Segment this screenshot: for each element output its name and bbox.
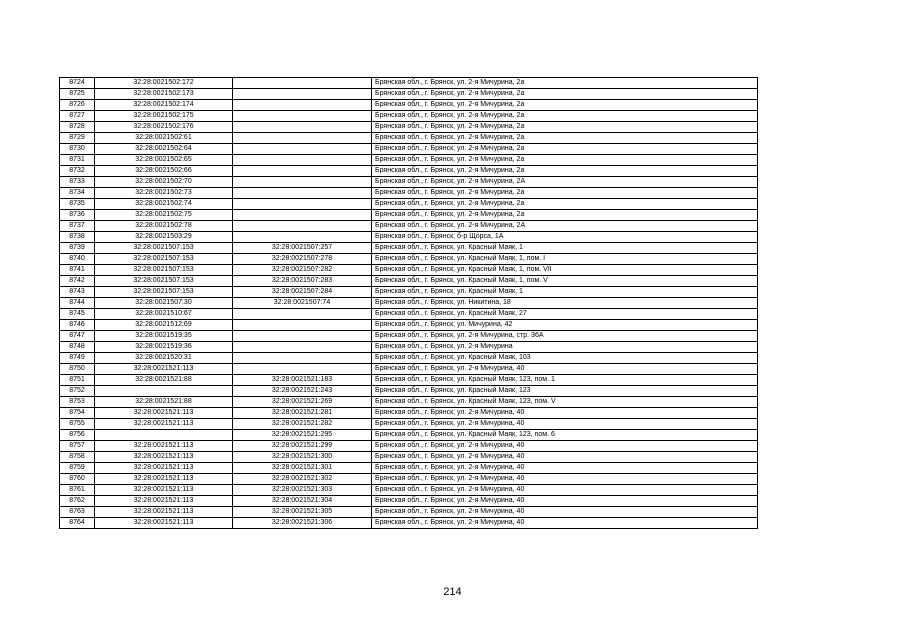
row-number-cell: 8724 — [60, 78, 95, 89]
cadastral-number-cell: 32:28:0021502:173 — [95, 89, 233, 100]
address-cell: Брянская обл., г. Брянск, ул. Никитина, 18 — [372, 298, 758, 309]
sub-cadastral-number-cell: 32:28:0021507:284 — [233, 287, 372, 298]
table-row — [60, 265, 758, 276]
cadastral-number-cell: 32:28:0021521:113 — [95, 474, 233, 485]
address-cell: Брянская обл., г. Брянск, ул. Красный Маяк, 27 — [372, 309, 758, 320]
sub-cadastral-number-cell: 32:28:0021521:243 — [233, 386, 372, 397]
table-row — [60, 331, 758, 342]
cadastral-number-cell — [95, 386, 233, 397]
row-number-cell: 8729 — [60, 133, 95, 144]
row-number-cell: 8751 — [60, 375, 95, 386]
table-row — [60, 298, 758, 309]
row-number-cell: 8749 — [60, 353, 95, 364]
sub-cadastral-number-cell — [233, 353, 372, 364]
address-cell: Брянская обл., г. Брянск, ул. 2-я Мичурина, 40 — [372, 364, 758, 375]
table-row — [60, 441, 758, 452]
table-row — [60, 276, 758, 287]
table-row — [60, 243, 758, 254]
address-cell: Брянская обл., г. Брянск, ул. 2-я Мичурина, 2а — [372, 166, 758, 177]
address-cell: Брянская обл., г. Брянск, ул. 2-я Мичурина, 40 — [372, 419, 758, 430]
cadastral-number-cell: 32:28:0021502:75 — [95, 210, 233, 221]
row-number-cell: 8734 — [60, 188, 95, 199]
table-row — [60, 408, 758, 419]
row-number-cell: 8754 — [60, 408, 95, 419]
cadastral-number-cell — [95, 430, 233, 441]
cadastral-number-cell: 32:28:0021519:35 — [95, 331, 233, 342]
cadastral-number-cell: 32:28:0021521:88 — [95, 397, 233, 408]
address-cell: Брянская обл., г. Брянск, ул. 2-я Мичурина, 40 — [372, 474, 758, 485]
cadastral-number-cell: 32:28:0021502:64 — [95, 144, 233, 155]
row-number-cell: 8761 — [60, 485, 95, 496]
cadastral-number-cell: 32:28:0021521:113 — [95, 518, 233, 529]
cadastral-number-cell: 32:28:0021502:174 — [95, 100, 233, 111]
table-row — [60, 100, 758, 111]
address-cell: Брянская обл., г. Брянск, ул. Красный Маяк, 1, пом. I — [372, 254, 758, 265]
row-number-cell: 8733 — [60, 177, 95, 188]
row-number-cell: 8752 — [60, 386, 95, 397]
cadastral-number-cell: 32:28:0021502:61 — [95, 133, 233, 144]
table-row — [60, 507, 758, 518]
row-number-cell: 8735 — [60, 199, 95, 210]
row-number-cell: 8726 — [60, 100, 95, 111]
sub-cadastral-number-cell: 32:28:0021521:305 — [233, 507, 372, 518]
table-row — [60, 287, 758, 298]
address-cell: Брянская обл., г. Брянск, ул. 2-я Мичурина, 40 — [372, 441, 758, 452]
table-row — [60, 320, 758, 331]
sub-cadastral-number-cell: 32:28:0021507:74 — [233, 298, 372, 309]
table-row — [60, 122, 758, 133]
address-cell: Брянская обл., г. Брянск, ул. Красный Маяк, 103 — [372, 353, 758, 364]
cadastral-number-cell: 32:28:0021521:113 — [95, 364, 233, 375]
cadastral-number-cell: 32:28:0021502:78 — [95, 221, 233, 232]
cadastral-number-cell: 32:28:0021521:113 — [95, 507, 233, 518]
address-cell: Брянская обл., г. Брянск, ул. Красный Маяк, 123, пом. 6 — [372, 430, 758, 441]
sub-cadastral-number-cell — [233, 199, 372, 210]
table-row — [60, 89, 758, 100]
address-cell: Брянская обл., г. Брянск, ул. Красный Маяк, 123, пом. 1 — [372, 375, 758, 386]
row-number-cell: 8743 — [60, 287, 95, 298]
address-cell: Брянская обл., г. Брянск, ул. Красный Маяк, 1 — [372, 287, 758, 298]
cadastral-number-cell: 32:28:0021521:113 — [95, 441, 233, 452]
sub-cadastral-number-cell: 32:28:0021521:306 — [233, 518, 372, 529]
registry-table-body — [60, 78, 758, 529]
sub-cadastral-number-cell — [233, 111, 372, 122]
table-row — [60, 496, 758, 507]
cadastral-number-cell: 32:28:0021507:153 — [95, 265, 233, 276]
row-number-cell: 8748 — [60, 342, 95, 353]
sub-cadastral-number-cell: 32:28:0021507:283 — [233, 276, 372, 287]
address-cell: Брянская обл., г. Брянск, ул. 2-я Мичурина, стр. 36А — [372, 331, 758, 342]
row-number-cell: 8756 — [60, 430, 95, 441]
table-row — [60, 144, 758, 155]
row-number-cell: 8755 — [60, 419, 95, 430]
sub-cadastral-number-cell — [233, 177, 372, 188]
sub-cadastral-number-cell — [233, 232, 372, 243]
cadastral-number-cell: 32:28:0021507:153 — [95, 254, 233, 265]
sub-cadastral-number-cell — [233, 166, 372, 177]
row-number-cell: 8730 — [60, 144, 95, 155]
row-number-cell: 8739 — [60, 243, 95, 254]
row-number-cell: 8727 — [60, 111, 95, 122]
cadastral-number-cell: 32:28:0021507:30 — [95, 298, 233, 309]
sub-cadastral-number-cell: 32:28:0021507:282 — [233, 265, 372, 276]
row-number-cell: 8736 — [60, 210, 95, 221]
row-number-cell: 8764 — [60, 518, 95, 529]
row-number-cell: 8741 — [60, 265, 95, 276]
table-row — [60, 254, 758, 265]
cadastral-number-cell: 32:28:0021521:88 — [95, 375, 233, 386]
cadastral-number-cell: 32:28:0021502:73 — [95, 188, 233, 199]
sub-cadastral-number-cell — [233, 133, 372, 144]
sub-cadastral-number-cell — [233, 309, 372, 320]
address-cell: Брянская обл., г. Брянск, ул. Красный Маяк, 1, пом. V — [372, 276, 758, 287]
address-cell: Брянская обл., г. Брянск, ул. 2-я Мичурина, 40 — [372, 463, 758, 474]
sub-cadastral-number-cell: 32:28:0021521:303 — [233, 485, 372, 496]
row-number-cell: 8753 — [60, 397, 95, 408]
table-row — [60, 78, 758, 89]
sub-cadastral-number-cell — [233, 364, 372, 375]
address-cell: Брянская обл., г. Брянск, ул. 2-я Мичурина, 2а — [372, 144, 758, 155]
cadastral-number-cell: 32:28:0021502:74 — [95, 199, 233, 210]
table-row — [60, 133, 758, 144]
sub-cadastral-number-cell — [233, 342, 372, 353]
cadastral-number-cell: 32:28:0021521:113 — [95, 496, 233, 507]
sub-cadastral-number-cell: 32:28:0021521:301 — [233, 463, 372, 474]
sub-cadastral-number-cell — [233, 155, 372, 166]
cadastral-number-cell: 32:28:0021520:31 — [95, 353, 233, 364]
row-number-cell: 8758 — [60, 452, 95, 463]
cadastral-number-cell: 32:28:0021507:153 — [95, 287, 233, 298]
sub-cadastral-number-cell: 32:28:0021507:257 — [233, 243, 372, 254]
row-number-cell: 8757 — [60, 441, 95, 452]
sub-cadastral-number-cell: 32:28:0021521:295 — [233, 430, 372, 441]
row-number-cell: 8742 — [60, 276, 95, 287]
sub-cadastral-number-cell: 32:28:0021521:304 — [233, 496, 372, 507]
cadastral-number-cell: 32:28:0021502:172 — [95, 78, 233, 89]
cadastral-number-cell: 32:28:0021521:113 — [95, 463, 233, 474]
table-row — [60, 364, 758, 375]
sub-cadastral-number-cell — [233, 331, 372, 342]
cadastral-number-cell: 32:28:0021510:67 — [95, 309, 233, 320]
registry-table — [59, 77, 758, 529]
cadastral-number-cell: 32:28:0021512:69 — [95, 320, 233, 331]
table-row — [60, 485, 758, 496]
table-row — [60, 199, 758, 210]
row-number-cell: 8762 — [60, 496, 95, 507]
sub-cadastral-number-cell: 32:28:0021521:281 — [233, 408, 372, 419]
address-cell: Брянская обл., г. Брянск, ул. 2-я Мичурина, 40 — [372, 408, 758, 419]
address-cell: Брянская обл., г. Брянск, ул. 2-я Мичурина, 2а — [372, 188, 758, 199]
table-row — [60, 474, 758, 485]
cadastral-number-cell: 32:28:0021503:29 — [95, 232, 233, 243]
sub-cadastral-number-cell: 32:28:0021521:302 — [233, 474, 372, 485]
cadastral-number-cell: 32:28:0021519:36 — [95, 342, 233, 353]
address-cell: Брянская обл., г. Брянск, ул. 2-я Мичурина, 40 — [372, 452, 758, 463]
cadastral-number-cell: 32:28:0021521:113 — [95, 485, 233, 496]
table-row — [60, 155, 758, 166]
cadastral-number-cell: 32:28:0021502:66 — [95, 166, 233, 177]
address-cell: Брянская обл., г. Брянск, ул. Красный Маяк, 123, пом. V — [372, 397, 758, 408]
row-number-cell: 8746 — [60, 320, 95, 331]
cadastral-number-cell: 32:28:0021502:65 — [95, 155, 233, 166]
table-row — [60, 375, 758, 386]
table-row — [60, 232, 758, 243]
cadastral-number-cell: 32:28:0021507:153 — [95, 276, 233, 287]
sub-cadastral-number-cell: 32:28:0021521:269 — [233, 397, 372, 408]
sub-cadastral-number-cell: 32:28:0021521:282 — [233, 419, 372, 430]
address-cell: Брянская обл., г. Брянск, ул. 2-я Мичурина, 2а — [372, 155, 758, 166]
row-number-cell: 8732 — [60, 166, 95, 177]
address-cell: Брянская обл., г. Брянск, ул. 2-я Мичурина, 2а — [372, 133, 758, 144]
table-row — [60, 386, 758, 397]
cadastral-number-cell: 32:28:0021521:113 — [95, 408, 233, 419]
table-row — [60, 518, 758, 529]
row-number-cell: 8747 — [60, 331, 95, 342]
row-number-cell: 8738 — [60, 232, 95, 243]
table-row — [60, 210, 758, 221]
cadastral-number-cell: 32:28:0021507:153 — [95, 243, 233, 254]
row-number-cell: 8744 — [60, 298, 95, 309]
address-cell: Брянская обл., г. Брянск, ул. 2-я Мичурина, 40 — [372, 507, 758, 518]
cadastral-number-cell: 32:28:0021502:175 — [95, 111, 233, 122]
row-number-cell: 8745 — [60, 309, 95, 320]
sub-cadastral-number-cell: 32:28:0021521:299 — [233, 441, 372, 452]
table-row — [60, 419, 758, 430]
address-cell: Брянская обл., г. Брянск, ул. Мичурина, 42 — [372, 320, 758, 331]
address-cell: Брянская обл., г. Брянск, ул. 2-я Мичурина, 2а — [372, 199, 758, 210]
table-row — [60, 342, 758, 353]
address-cell: Брянская обл., г. Брянск, ул. Красный Маяк, 1 — [372, 243, 758, 254]
row-number-cell: 8737 — [60, 221, 95, 232]
table-row — [60, 397, 758, 408]
sub-cadastral-number-cell: 32:28:0021521:300 — [233, 452, 372, 463]
cadastral-number-cell: 32:28:0021521:113 — [95, 419, 233, 430]
row-number-cell: 8728 — [60, 122, 95, 133]
sub-cadastral-number-cell — [233, 89, 372, 100]
row-number-cell: 8725 — [60, 89, 95, 100]
table-row — [60, 111, 758, 122]
table-row — [60, 221, 758, 232]
address-cell: Брянская обл., г. Брянск, ул. 2-я Мичурина, 2а — [372, 210, 758, 221]
address-cell: Брянская обл., г. Брянск, ул. 2-я Мичурина, 2а — [372, 89, 758, 100]
address-cell: Брянская обл., г. Брянск, ул. 2-я Мичурина, 2а — [372, 78, 758, 89]
address-cell: Брянская обл., г. Брянск, ул. 2-я Мичурина, 2А — [372, 177, 758, 188]
row-number-cell: 8740 — [60, 254, 95, 265]
row-number-cell: 8760 — [60, 474, 95, 485]
cadastral-number-cell: 32:28:0021502:176 — [95, 122, 233, 133]
row-number-cell: 8731 — [60, 155, 95, 166]
address-cell: Брянская обл., г. Брянск, ул. 2-я Мичурина — [372, 342, 758, 353]
table-row — [60, 353, 758, 364]
row-number-cell: 8763 — [60, 507, 95, 518]
row-number-cell: 8750 — [60, 364, 95, 375]
table-row — [60, 177, 758, 188]
sub-cadastral-number-cell — [233, 78, 372, 89]
cadastral-number-cell: 32:28:0021521:113 — [95, 452, 233, 463]
sub-cadastral-number-cell — [233, 122, 372, 133]
sub-cadastral-number-cell: 32:28:0021507:278 — [233, 254, 372, 265]
address-cell: Брянская обл., г. Брянск, ул. Красный Маяк, 1, пом. VII — [372, 265, 758, 276]
table-row — [60, 463, 758, 474]
row-number-cell: 8759 — [60, 463, 95, 474]
address-cell: Брянская обл., г. Брянск, ул. 2-я Мичурина, 2а — [372, 100, 758, 111]
address-cell: Брянская обл., г. Брянск, ул. 2-я Мичурина, 40 — [372, 518, 758, 529]
sub-cadastral-number-cell — [233, 144, 372, 155]
address-cell: Брянская обл., г. Брянск, б-р Щорса, 1А — [372, 232, 758, 243]
cadastral-number-cell: 32:28:0021502:70 — [95, 177, 233, 188]
address-cell: Брянская обл., г. Брянск, ул. 2-я Мичурина, 40 — [372, 496, 758, 507]
table-row — [60, 430, 758, 441]
table-row — [60, 188, 758, 199]
sub-cadastral-number-cell: 32:28:0021521:183 — [233, 375, 372, 386]
address-cell: Брянская обл., г. Брянск, ул. Красный Маяк, 123 — [372, 386, 758, 397]
sub-cadastral-number-cell — [233, 100, 372, 111]
page-number: 214 — [443, 586, 462, 598]
sub-cadastral-number-cell — [233, 221, 372, 232]
sub-cadastral-number-cell — [233, 320, 372, 331]
address-cell: Брянская обл., г. Брянск, ул. 2-я Мичурина, 2а — [372, 111, 758, 122]
table-row — [60, 452, 758, 463]
address-cell: Брянская обл., г. Брянск, ул. 2-я Мичурина, 2А — [372, 221, 758, 232]
table-row — [60, 309, 758, 320]
address-cell: Брянская обл., г. Брянск, ул. 2-я Мичурина, 2а — [372, 122, 758, 133]
table-row — [60, 166, 758, 177]
sub-cadastral-number-cell — [233, 188, 372, 199]
address-cell: Брянская обл., г. Брянск, ул. 2-я Мичурина, 40 — [372, 485, 758, 496]
sub-cadastral-number-cell — [233, 210, 372, 221]
